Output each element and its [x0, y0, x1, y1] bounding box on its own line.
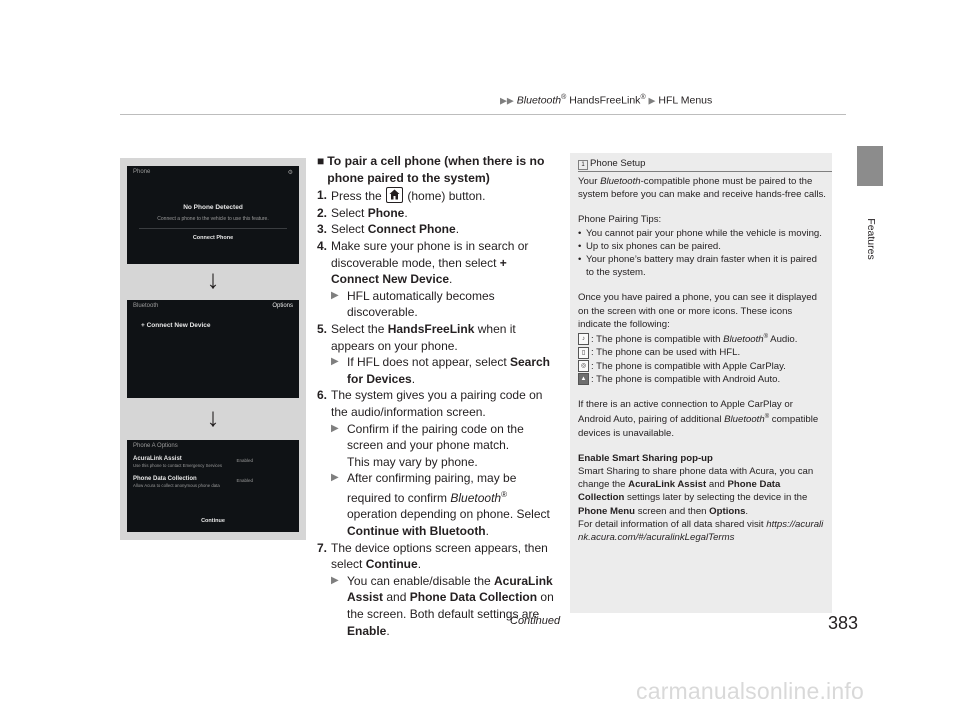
triangle-right-icon: ▶: [331, 289, 339, 301]
gear-icon: ⚙: [287, 170, 293, 176]
step-1: 1. Press the (home) button.: [317, 188, 486, 204]
tip-item: • Your phone’s battery may drain faster when it is paired to the system.: [578, 254, 817, 279]
arrow-down-icon: ↓: [206, 264, 220, 294]
breadcrumb-bluetooth: Bluetooth: [516, 94, 562, 107]
note-rule: [578, 171, 832, 172]
tip-item: • You cannot pair your phone while the vehicle is moving.: [578, 227, 822, 239]
screenshot-column: [120, 158, 306, 540]
note-paragraph: Your Bluetooth-compatible phone must be paired to the system before you can make and receive hands-free calls.: [578, 176, 826, 201]
registered-mark: ®: [640, 94, 646, 101]
triangle-right-icon: ▶: [331, 574, 339, 586]
continue-button[interactable]: Continue: [201, 518, 225, 524]
step-7: 7. The device options screen appears, then select Continue.: [317, 540, 548, 572]
step-2: 2. Select Phone.: [317, 205, 408, 220]
carplay-icon: ◎: [578, 360, 589, 372]
tips-title: Phone Pairing Tips:: [578, 214, 662, 226]
note-paragraph: Smart Sharing to share phone data with Acura, you can change the AcuraLink Assist and Phone Data Collection settings later by selecting the device in the Phone Menu screen and then Options.: [578, 466, 814, 517]
note-body: [578, 175, 826, 544]
note-heading: 1 Phone Setup: [578, 157, 645, 170]
step-7-note: ▶ You can enable/disable the AcuraLink Assist and Phone Data Collection on the screen. Both default settings are Enable.: [331, 573, 554, 638]
screen-bluetooth: [127, 300, 299, 398]
android-auto-icon: ▲: [578, 373, 589, 385]
screen-title: Phone A Options: [133, 443, 178, 449]
icon-legend-hfl: ▯ : The phone can be used with HFL.: [578, 346, 826, 359]
header-rule: [120, 114, 846, 115]
page-number: 383: [828, 613, 859, 633]
watermark: carmanualsonline.info: [636, 678, 864, 704]
section-tab: [857, 146, 883, 186]
step-4: 4. Make sure your phone is in search or discoverable mode, then select + Connect New Device.: [317, 238, 529, 287]
arrow-down-icon: ↓: [206, 402, 220, 432]
home-icon: [386, 187, 403, 203]
registered-mark: ®: [561, 94, 567, 101]
connect-phone-button[interactable]: Connect Phone: [139, 228, 287, 241]
section-heading: ■ To pair a cell phone (when there is no phone paired to the system): [317, 154, 545, 185]
step-6: 6. The system gives you a pairing code on the audio/information screen.: [317, 388, 543, 419]
breadcrumb-handsfreelink: HandsFreeLink: [566, 94, 641, 107]
continued-label: Continued: [510, 615, 561, 627]
screen-title: Phone: [133, 169, 151, 175]
screen-title: Bluetooth: [133, 303, 159, 309]
chevron-right-icon: ▶: [648, 95, 656, 106]
acuralink-assist-row[interactable]: AcuraLink Assist Use this phone to contact Emergency Services Enabled: [133, 456, 253, 468]
breadcrumb-hfl-menus: HFL Menus: [658, 94, 713, 107]
chevron-right-icon: ▶▶: [500, 95, 514, 106]
procedure: [317, 153, 557, 639]
reference-icon: 1: [578, 160, 588, 170]
side-note: [570, 153, 832, 613]
step-6-note-1: ▶ Confirm if the pairing code on the screen and your phone match. This may vary by phone.: [331, 421, 524, 469]
icon-legend-audio: ♪ : The phone is compatible with Bluetooth® Audio.: [578, 331, 826, 346]
legal-terms-link[interactable]: https://acuralink.acura.com/#/acuralinkLegalTerms: [578, 518, 824, 544]
icon-legend-android-auto: ▲ : The phone is compatible with Android Auto.: [578, 373, 826, 386]
step-5: 5. Select the HandsFreeLink when it appears on your phone.: [317, 321, 516, 353]
step-6-note-2: ▶ After confirming pairing, may be required to confirm Bluetooth® operation depending on phone. Select Continue with Bluetooth.: [331, 471, 550, 539]
screen-phone-options: [127, 440, 299, 532]
no-phone-subtitle: Connect a phone to the vehicle to use this feature.: [157, 216, 269, 222]
section-label: Features: [865, 218, 877, 260]
breadcrumb: [500, 94, 712, 107]
smart-sharing-title: Enable Smart Sharing pop-up: [578, 452, 713, 464]
phone-icon: ▯: [578, 347, 589, 359]
note-paragraph: Once you have paired a phone, you can see it displayed on the screen with one or more icons. These icons indicate the following:: [578, 292, 817, 330]
step-4-note: ▶ HFL automatically becomes discoverable.: [331, 288, 495, 320]
triangle-right-icon: ▶: [331, 422, 339, 434]
icon-legend-carplay: ◎ : The phone is compatible with Apple CarPlay.: [578, 360, 826, 373]
note-paragraph: If there is an active connection to Apple CarPlay or Android Auto, pairing of additional Bluetooth® compatible devices is unavailable.: [578, 399, 819, 439]
note-paragraph: For detail information of all data shared visit https://acuralink.acura.com/#/acuralinkLegalTerms: [578, 518, 824, 544]
screen-no-phone: [127, 166, 299, 264]
step-5-note: ▶ If HFL does not appear, select Search for Devices.: [331, 355, 551, 386]
tip-item: • Up to six phones can be paired.: [578, 240, 721, 252]
no-phone-title: No Phone Detected: [183, 204, 243, 211]
connect-new-device-item[interactable]: + Connect New Device: [141, 322, 211, 329]
phone-data-collection-row[interactable]: Phone Data Collection Allow Acura to collect anonymous phone data Enabled: [133, 476, 253, 488]
triangle-right-icon: ▶: [331, 472, 339, 484]
step-3: 3. Select Connect Phone.: [317, 222, 460, 237]
options-button[interactable]: Options: [272, 303, 293, 309]
speaker-icon: ♪: [578, 333, 589, 345]
triangle-right-icon: ▶: [331, 356, 339, 368]
